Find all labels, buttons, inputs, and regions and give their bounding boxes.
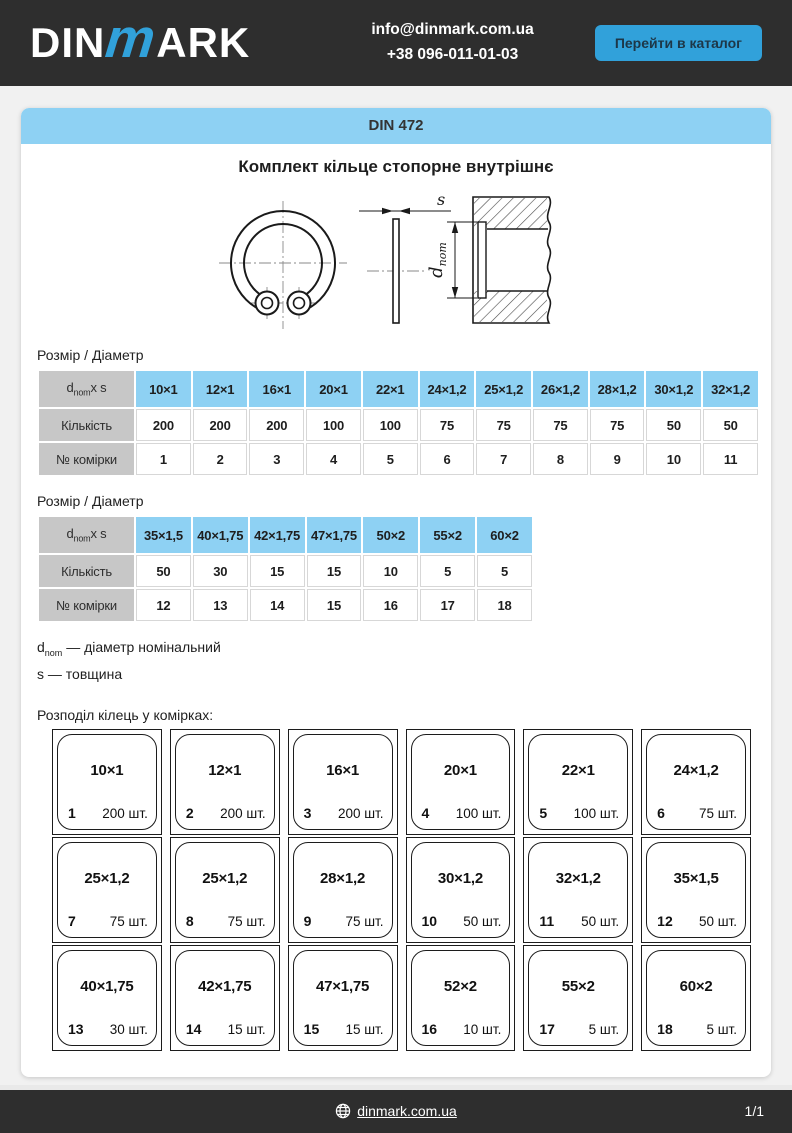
catalog-button[interactable]: Перейти в каталог — [595, 25, 762, 61]
page-indicator: 1/1 — [744, 1103, 764, 1120]
bin-cell-number: 15 — [303, 1020, 320, 1037]
bin-size-label: 12×1 — [208, 761, 242, 779]
bin-bottom-row — [657, 805, 737, 821]
size-header-cell: 55×2 — [420, 517, 475, 553]
size-header-cell: 30×1,2 — [646, 371, 701, 407]
bin-cell-number: 13 — [68, 1020, 84, 1037]
bin-cell-number: 2 — [185, 804, 194, 821]
ring-front-view — [219, 201, 347, 329]
bin-bottom-row — [186, 805, 266, 821]
cell-number-row-label: № комірки — [39, 589, 134, 621]
cell-number-cell: 16 — [363, 589, 418, 621]
cell-number-cell: 15 — [307, 589, 362, 621]
bin-quantity: 200 шт. — [220, 805, 266, 821]
bin — [641, 945, 751, 1051]
bin-quantity: 50 шт. — [698, 913, 737, 929]
bin-size-label: 35×1,5 — [673, 869, 719, 887]
cell-number-cell: 11 — [703, 443, 758, 475]
bin-bottom-row — [68, 1021, 148, 1037]
quantity-cell: 5 — [420, 555, 475, 587]
cell-number-cell: 3 — [249, 443, 304, 475]
quantity-cell: 15 — [307, 555, 362, 587]
cell-number-cell: 6 — [420, 443, 475, 475]
bin — [406, 837, 516, 943]
bin-bottom-row — [304, 805, 384, 821]
bin-bottom-row — [422, 1021, 502, 1037]
content-card — [21, 108, 771, 1077]
phone-text: +38 096-011-01-03 — [386, 46, 519, 63]
bin-cell-number: 18 — [657, 1020, 673, 1037]
bin — [406, 945, 516, 1051]
bin-cell-number: 10 — [421, 912, 438, 929]
bin-quantity: 50 шт. — [463, 913, 502, 929]
cell-number-cell: 12 — [136, 589, 191, 621]
bin-size-label: 16×1 — [326, 761, 360, 779]
bin-bottom-row — [657, 913, 737, 929]
notes-block — [37, 637, 755, 685]
bin — [288, 729, 398, 835]
bin-bottom-row — [422, 913, 502, 929]
bin — [170, 945, 280, 1051]
bin — [52, 945, 162, 1051]
cell-number-row-label: № комірки — [39, 443, 134, 475]
quantity-row-label: Кількість — [39, 555, 134, 587]
quantity-cell: 30 — [193, 555, 248, 587]
bin-size-label: 24×1,2 — [673, 761, 719, 779]
size-header-cell: 42×1,75 — [250, 517, 305, 553]
cell-number-cell: 7 — [476, 443, 531, 475]
bin-quantity: 5 шт. — [588, 1021, 620, 1037]
site-link-text: dinmark.com.ua — [357, 1103, 457, 1120]
quantity-cell: 50 — [703, 409, 758, 441]
bin-cell-number: 6 — [657, 804, 665, 821]
bin-size-label: 10×1 — [90, 761, 124, 779]
cell-number-cell: 18 — [477, 589, 532, 621]
size-section-label-1: Розмір / Діаметр — [37, 347, 144, 363]
cell-number-cell: 8 — [533, 443, 588, 475]
bin-size-label: 42×1,75 — [198, 977, 252, 995]
size-section-label-2: Розмір / Діаметр — [37, 493, 144, 509]
page-background — [0, 86, 792, 1085]
bin-cell-number: 4 — [421, 804, 430, 821]
standard-header-bar — [21, 108, 771, 144]
logo-suffix: ARK — [156, 19, 251, 66]
size-header-cell: 40×1,75 — [193, 517, 248, 553]
size-header-cell: 32×1,2 — [703, 371, 758, 407]
bin — [170, 729, 280, 835]
cell-number-cell: 5 — [363, 443, 418, 475]
note-line: s — товщина — [37, 665, 123, 682]
bin-bottom-row — [68, 805, 148, 821]
size-table-2 — [37, 515, 755, 623]
contact-block — [250, 18, 595, 68]
site-link[interactable] — [335, 1103, 457, 1119]
size-header-cell: 26×1,2 — [533, 371, 588, 407]
quantity-cell: 50 — [646, 409, 701, 441]
cell-number-cell: 4 — [306, 443, 361, 475]
size-header-cell: 50×2 — [363, 517, 418, 553]
bin-size-label: 25×1,2 — [202, 869, 248, 887]
bin — [52, 837, 162, 943]
cell-number-cell: 2 — [193, 443, 248, 475]
bin-size-label: 32×1,2 — [555, 869, 601, 887]
bin — [406, 729, 516, 835]
dinmark-logo[interactable]: DINmARK — [30, 7, 251, 69]
bin-size-label: 52×2 — [443, 977, 477, 995]
size-header-cell: 35×1,5 — [136, 517, 191, 553]
bin-cell-number: 3 — [303, 804, 312, 821]
bin-cell-number: 5 — [539, 804, 548, 821]
bin-bottom-row — [539, 913, 619, 929]
bin-cell-number: 16 — [421, 1020, 438, 1037]
standard-code: DIN 472 — [368, 117, 424, 134]
bin-quantity: 75 шт. — [109, 913, 148, 929]
bin-quantity: 30 шт. — [109, 1021, 148, 1037]
size-header-cell: 60×2 — [477, 517, 532, 553]
size-header-cell: 22×1 — [363, 371, 418, 407]
size-table — [37, 515, 534, 623]
bin-quantity: 100 шт. — [573, 805, 620, 821]
size-header-cell: 16×1 — [249, 371, 304, 407]
bin-cell-number: 11 — [539, 912, 555, 929]
cell-number-cell: 9 — [590, 443, 645, 475]
bin-quantity: 10 шт. — [463, 1021, 502, 1037]
bin-size-label: 25×1,2 — [84, 869, 130, 887]
quantity-cell: 75 — [420, 409, 475, 441]
document-title: Комплект кільце стопорне внутрішнє — [238, 157, 554, 176]
s-dimension-label: s — [437, 190, 446, 209]
size-header-cell: 25×1,2 — [476, 371, 531, 407]
bin-bottom-row — [422, 805, 502, 821]
quantity-cell: 200 — [136, 409, 191, 441]
bin-quantity: 15 шт. — [345, 1021, 384, 1037]
cell-number-cell: 1 — [136, 443, 191, 475]
technical-drawing — [211, 183, 581, 335]
bin — [641, 729, 751, 835]
quantity-row-label: Кількість — [39, 409, 134, 441]
bin-bottom-row — [539, 805, 619, 821]
bin-cell-number: 8 — [185, 912, 194, 929]
bin — [523, 837, 633, 943]
bin-quantity: 15 шт. — [227, 1021, 266, 1037]
bin-size-label: 60×2 — [679, 977, 713, 995]
bin-quantity: 5 шт. — [706, 1021, 737, 1037]
top-header — [0, 0, 792, 86]
quantity-cell: 75 — [476, 409, 531, 441]
bin-quantity: 75 шт. — [227, 913, 266, 929]
note-line: $d_{nom}$ — діаметр номінальний — [37, 639, 221, 658]
bin-quantity: 200 шт. — [102, 805, 148, 821]
bin — [288, 837, 398, 943]
bin — [641, 837, 751, 943]
bin-cell-number: 1 — [68, 804, 76, 821]
bin — [52, 729, 162, 835]
housing-section-view — [426, 197, 550, 323]
cell-number-cell: 13 — [193, 589, 248, 621]
d-nom-dimension-label: $d_{nom}$ — [426, 242, 449, 278]
quantity-cell: 15 — [250, 555, 305, 587]
bin-bottom-row — [68, 913, 148, 929]
corner-cell: $d_{nom}x$ s — [39, 371, 134, 407]
bin-cell-number: 7 — [68, 912, 76, 929]
cell-number-cell: 10 — [646, 443, 701, 475]
size-header-cell: 12×1 — [193, 371, 248, 407]
bin-size-label: 47×1,75 — [315, 977, 370, 995]
corner-cell: $d_{nom}x$ s — [39, 517, 134, 553]
cell-number-cell: 17 — [420, 589, 475, 621]
bin — [288, 945, 398, 1051]
quantity-cell: 5 — [477, 555, 532, 587]
quantity-cell: 75 — [533, 409, 588, 441]
quantity-cell: 200 — [193, 409, 248, 441]
bin-bottom-row — [304, 913, 384, 929]
bin-quantity: 75 шт. — [698, 805, 737, 821]
bin-bottom-row — [186, 913, 266, 929]
bin-size-label: 30×1,2 — [437, 869, 483, 887]
size-table — [37, 369, 760, 477]
size-header-cell: 24×1,2 — [420, 371, 475, 407]
quantity-cell: 100 — [306, 409, 361, 441]
bin — [523, 945, 633, 1051]
bin-quantity: 50 шт. — [581, 913, 620, 929]
email-text: info@dinmark.com.ua — [371, 21, 534, 39]
size-header-cell: 20×1 — [306, 371, 361, 407]
bin-bottom-row — [657, 1021, 737, 1037]
size-header-cell: 28×1,2 — [590, 371, 645, 407]
bin-size-label: 55×2 — [561, 977, 595, 995]
bin-size-label: 28×1,2 — [320, 869, 366, 887]
bin-cell-number: 14 — [185, 1020, 202, 1037]
quantity-cell: 100 — [363, 409, 418, 441]
globe-icon — [335, 1103, 351, 1119]
bin-bottom-row — [539, 1021, 619, 1037]
size-header-cell: 10×1 — [136, 371, 191, 407]
bins-grid — [52, 729, 751, 1051]
bin-quantity: 200 шт. — [337, 805, 384, 821]
size-table-1 — [37, 369, 755, 477]
bin-size-label: 22×1 — [561, 761, 595, 779]
quantity-cell: 200 — [249, 409, 304, 441]
logo-prefix: DIN — [30, 19, 106, 66]
bin-cell-number: 12 — [657, 912, 673, 929]
bin-quantity: 100 шт. — [455, 805, 502, 821]
cell-number-cell: 14 — [250, 589, 305, 621]
size-header-cell: 47×1,75 — [307, 517, 362, 553]
page-footer — [0, 1090, 792, 1133]
distribution-label: Розподіл кілець у комірках: — [37, 706, 214, 723]
bin — [523, 729, 633, 835]
bin-cell-number: 9 — [303, 912, 312, 929]
quantity-cell: 10 — [363, 555, 418, 587]
bin — [170, 837, 280, 943]
bin-bottom-row — [186, 1021, 266, 1037]
bin-bottom-row — [304, 1021, 384, 1037]
bin-cell-number: 17 — [539, 1020, 555, 1037]
bin-size-label: 40×1,75 — [80, 977, 134, 995]
bin-quantity: 75 шт. — [345, 913, 384, 929]
bin-size-label: 20×1 — [443, 761, 477, 779]
quantity-cell: 75 — [590, 409, 645, 441]
quantity-cell: 50 — [136, 555, 191, 587]
